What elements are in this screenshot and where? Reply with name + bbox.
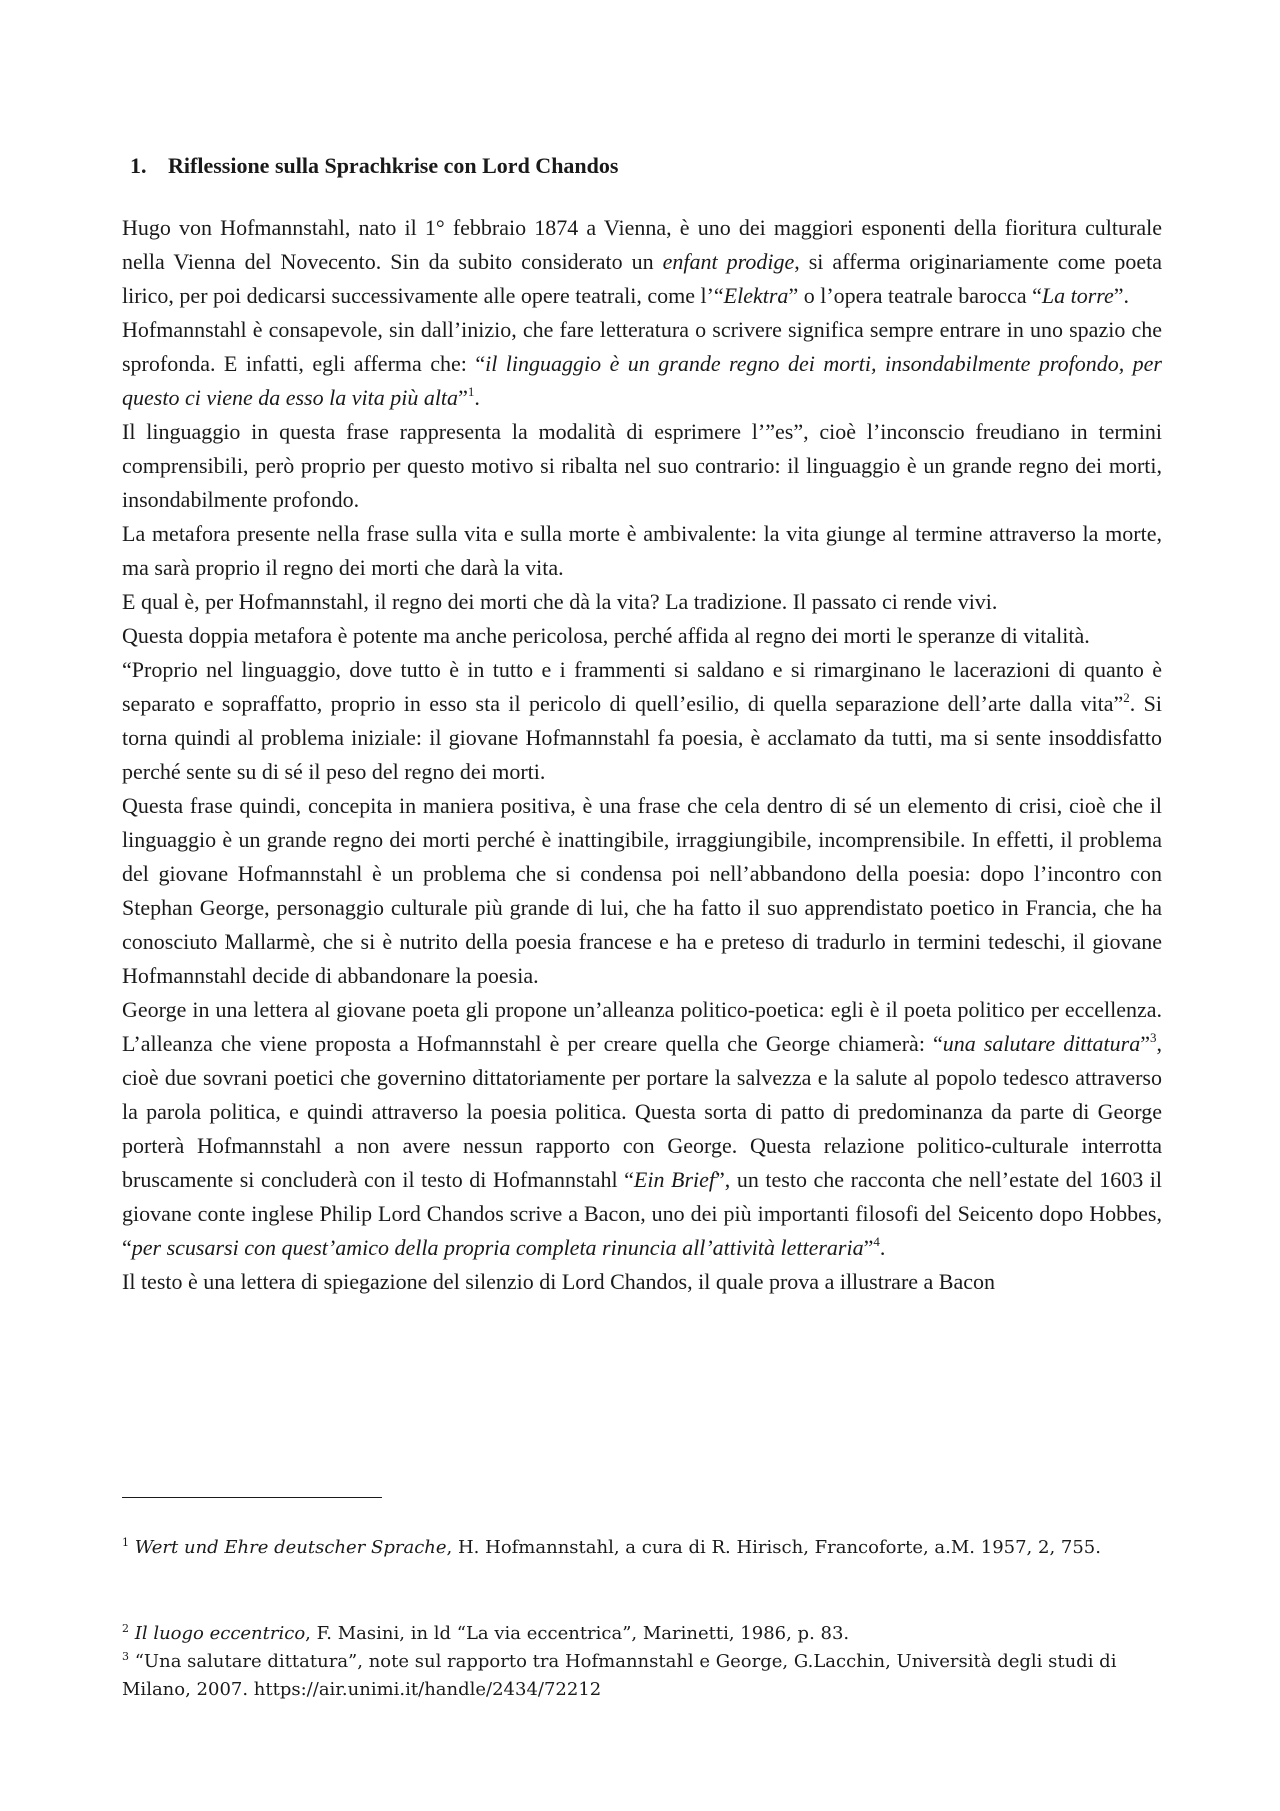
paragraph-8: Questa frase quindi, concepita in maniera positiva, è una frase che cela dentro di sé un elemento di crisi, cioè che il linguaggio è un grande regno dei morti perché è inattingibile, irraggiungibile, incomprensibile. In effetti, il problema del giovane Hofmannstahl è un problema che si condensa poi nell’abbandono della poesia: dopo l’incontro con Stephan George, personaggio culturale più grande di lui, che ha fatto il suo apprendistato poetico in Francia, che ha conosciuto Mallarmè, che si è nutrito della poesia francese e ha e preteso di tradurlo in termini tedeschi, il giovane Hofmannstahl decide di abbandonare la poesia. [122,793,1162,988]
section-number: 1. [130,153,147,178]
text-run: , si afferma originariamente come poeta lirico, per poi dedicarsi successivamente alle opere teatrali, come l’“ [122,249,1162,308]
italic-quote: una salutare dittatura [942,1031,1141,1056]
text-run: . [879,1235,886,1260]
text-run: . [474,385,480,410]
text-run: ”. [1113,283,1130,308]
section-title: Riflessione sulla Sprachkrise con Lord Chandos [168,153,619,178]
footnote-title: Il luogo eccentrico [134,1623,306,1644]
text-run: , cioè due sovrani poetici che governino dittatoriamente per portare la salvezza e la salute al popolo tedesco attraverso la parola politica, e quindi attraverso la poesia politica. Questa sorta di patto di predominanza da parte di George porterà Hofmannstahl a non avere nessun rapporto con George. Questa relazione politico-culturale interrotta bruscamente si concluderà con il testo di Hofmannstahl “ [122,1031,1162,1192]
paragraph-10: Il testo è una lettera di spiegazione del silenzio di Lord Chandos, il quale prova a illustrare a Bacon [122,1269,995,1294]
footnote-text: , H. Hofmannstahl, a cura di R. Hirisch, Francoforte, a.M. 1957, 2, 755. [446,1537,1101,1558]
paragraph-3: Il linguaggio in questa frase rappresenta la modalità di esprimere l’”es”, cioè l’inconscio freudiano in termini comprensibili, però proprio per questo motivo si ribalta nel suo contrario: il linguaggio è un grande regno dei morti, insondabilmente profondo. [122,419,1162,512]
body-text [122,211,1162,1299]
footnote-text: “Una salutare dittatura”, note sul rapporto tra Hofmannstahl e George, G.Lacchin, Università degli studi di Milano, 2007. https://air.unimi.it/handle/2434/72212 [122,1651,1117,1700]
text-run: ”, un testo che racconta che nell’estate del 1603 il giovane conte inglese Philip Lord Chandos scrive a Bacon, uno dei più importanti filosofi del Seicento dopo Hobbes, “ [122,1167,1162,1260]
section-heading [130,153,618,179]
text-run: Hugo von Hofmannstahl, nato il 1° febbraio 1874 a Vienna, è uno dei maggiori esponenti della fioritura culturale nella Vienna del Novecento. Sin da subito considerato un [122,215,1162,274]
footnote-mark: 3 [122,1650,129,1663]
footnote-title: Wert und Ehre deutscher Sprache [134,1537,447,1558]
footnote-ref-3[interactable]: 3 [1149,1030,1157,1045]
italic-run: Ein Brief [633,1167,716,1192]
text-run: . Si torna quindi al problema iniziale: il giovane Hofmannstahl fa poesia, è acclamato da tutti, ma si sente insoddisfatto perché sente su di sé il peso del regno dei morti. [122,691,1162,784]
italic-run: enfant prodige [662,249,795,274]
footnote-text: , F. Masini, in ld “La via eccentrica”, Marinetti, 1986, p. 83. [305,1623,850,1644]
text-run: ” [1140,1031,1150,1056]
paragraph-5: E qual è, per Hofmannstahl, il regno dei morti che dà la vita? La tradizione. Il passato ci rende vivi. [122,589,998,614]
italic-run: La torre [1041,283,1114,308]
footnote-ref-1[interactable]: 1 [467,384,475,399]
footnote-mark: 2 [122,1622,129,1635]
italic-quote: per scusarsi con quest’amico della propria completa rinuncia all’attività letteraria [131,1235,864,1260]
text-run: George in una lettera al giovane poeta gli propone un’alleanza politico-poetica: egli è il poeta politico per eccellenza. L’alleanza che viene proposta a Hofmannstahl è per creare quella che George chiamerà: “ [122,997,1162,1056]
italic-run: Elektra [723,283,789,308]
paragraph-2 [122,313,1162,415]
text-run: ” [458,385,468,410]
text-run: Hofmannstahl è consapevole, sin dall’inizio, che fare letteratura o scrivere significa sempre entrare in uno spazio che sprofonda. E infatti, egli afferma che: “ [122,317,1162,376]
footnote-ref-4[interactable]: 4 [873,1234,880,1249]
text-run: ” o l’opera teatrale barocca “ [788,283,1042,308]
paragraph-9 [122,993,1162,1265]
footnote-ref-2[interactable]: 2 [1123,690,1130,705]
paragraph-4: La metafora presente nella frase sulla vita e sulla morte è ambivalente: la vita giunge al termine attraverso la morte, ma sarà proprio il regno dei morti che darà la vita. [122,521,1162,580]
footnote-2 [122,1620,1162,1648]
text-run: “Proprio nel linguaggio, dove tutto è in tutto e i frammenti si saldano e si rimarginano le lacerazioni di quanto è separato e sopraffatto, proprio in esso sta il pericolo di quell’esilio, di quella separazione dell’arte dalla vita” [122,657,1162,716]
footnote-separator [122,1497,382,1498]
paragraph-6: Questa doppia metafora è potente ma anche pericolosa, perché affida al regno dei morti le speranze di vitalità. [122,623,1090,648]
footnote-3 [122,1648,1162,1704]
text-run: ” [863,1235,874,1260]
paragraph-7 [122,653,1162,789]
footnote-1 [122,1534,1162,1562]
paragraph-1 [122,211,1162,313]
italic-quote: il linguaggio è un grande regno dei morti, insondabilmente profondo, per questo ci viene da esso la vita più alta [122,351,1162,410]
footnote-mark: 1 [122,1536,129,1549]
